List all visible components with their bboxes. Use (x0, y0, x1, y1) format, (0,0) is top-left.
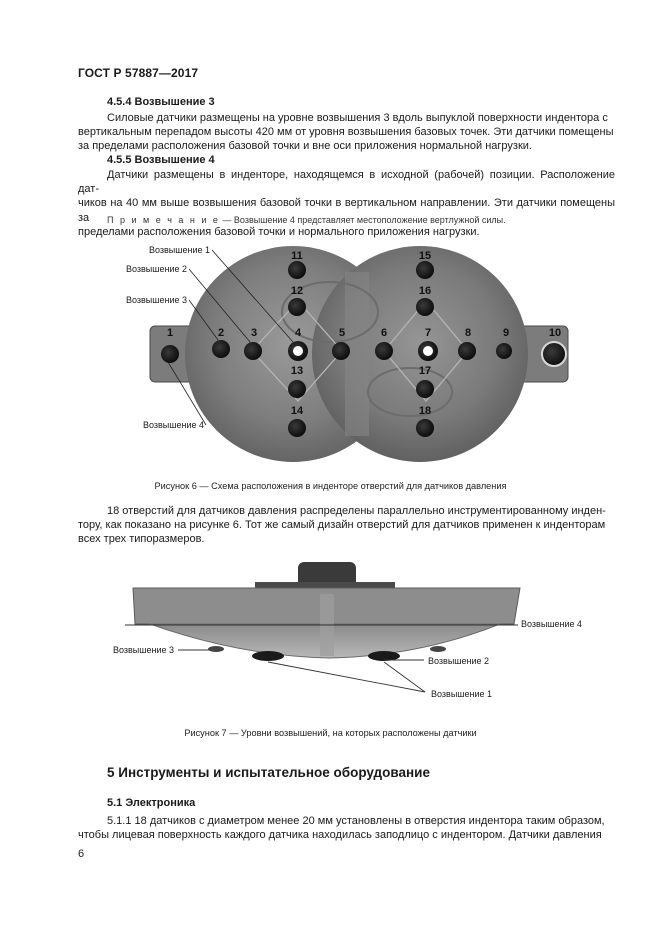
sensor-hole-18 (416, 419, 434, 437)
sensor-hole-8 (458, 342, 476, 360)
section-4-5-5-title: 4.5.5 Возвышение 4 (107, 154, 215, 166)
hole-number-1: 1 (166, 327, 174, 339)
sensor-hole-2 (212, 340, 230, 358)
sensor-hole-11 (288, 261, 306, 279)
paragraph-line: тору, как показано на рисунке 6. Тот же самый дизайн отверстий для датчиков применен к инденторам (78, 519, 606, 532)
reference-point (423, 346, 433, 356)
label-elevation-4: Возвышение 4 (521, 619, 583, 629)
paragraph-line: чтобы лицевая поверхность каждого датчика находилась заподлицо с индентором. Датчики давления (78, 829, 602, 842)
hole-number-10: 10 (548, 327, 562, 339)
sensor-hole-14 (288, 419, 306, 437)
figure-6-indenter-diagram (0, 232, 661, 478)
sensor-hole-3 (244, 342, 262, 360)
section-4-5-4-title: 4.5.4 Возвышение 3 (107, 96, 215, 108)
label-elevation-4: Возвышение 4 (142, 420, 204, 430)
hole-number-2: 2 (217, 327, 225, 339)
hole-number-3: 3 (250, 327, 258, 339)
hole-number-13: 13 (290, 365, 304, 377)
hole-number-18: 18 (418, 405, 432, 417)
sensor-hole-6 (375, 342, 393, 360)
label-elevation-1: Возвышение 1 (148, 245, 210, 255)
section-5-1-title: 5.1 Электроника (107, 797, 196, 809)
label-elevation-3: Возвышение 3 (125, 295, 187, 305)
note (107, 215, 506, 225)
hole-number-15: 15 (418, 250, 432, 262)
hole-number-4: 4 (294, 327, 302, 339)
sensor-hole-15 (416, 261, 434, 279)
sensor-elevation-3 (430, 646, 446, 652)
paragraph-line: вертикальным перепадом высоты 420 мм от уровня возвышения базовых точек. Эти датчики помещены (78, 126, 614, 139)
paragraph-line: 5.1.1 18 датчиков с диаметром менее 20 мм установлены в отверстия индентора таким образом, (107, 815, 605, 827)
hole-number-12: 12 (290, 285, 304, 297)
paragraph-line: всех трех типоразмеров. (78, 533, 205, 546)
hole-number-6: 6 (380, 327, 388, 339)
leader-elevation-1 (384, 662, 425, 692)
hole-number-5: 5 (338, 327, 346, 339)
figure-description-text (78, 504, 615, 547)
paragraph-line: Датчики размещены в инденторе, находящемся в исходной (рабочей) позиции. Расположение дат- (78, 169, 615, 196)
reference-point (293, 346, 303, 356)
section-4-5-4-text (78, 111, 615, 154)
label-elevation-3: Возвышение 3 (112, 645, 174, 655)
sensor-hole-5 (332, 342, 350, 360)
sensor-hole-13 (288, 380, 306, 398)
sensor-hole-1 (161, 345, 179, 363)
hole-number-9: 9 (502, 327, 510, 339)
paragraph-line: чиков на 40 мм выше возвышения базовой точки в вертикальном направлении. Эти датчики помещены за (78, 197, 615, 224)
hole-number-8: 8 (464, 327, 472, 339)
leader-elevation-1 (268, 662, 425, 692)
sensor-hole-12 (288, 298, 306, 316)
paragraph-line: за пределами расположения базовой точки и вне оси приложения нормальной нагрузки. (78, 140, 532, 153)
note-label: П р и м е ч а н и е (107, 215, 220, 225)
paragraph-line: 18 отверстий для датчиков давления распределены параллельно инструментированному инден- (107, 505, 606, 517)
figure-6-caption: Рисунок 6 — Схема расположения в инденторе отверстий для датчиков давления (154, 481, 507, 491)
figure-7-caption: Рисунок 7 — Уровни возвышений, на которых расположены датчики (184, 728, 477, 738)
page-number: 6 (78, 848, 85, 860)
hole-number-14: 14 (290, 405, 304, 417)
sensor-hole-16 (416, 298, 434, 316)
label-elevation-2: Возвышение 2 (125, 264, 187, 274)
sensor-elevation-1 (252, 651, 284, 661)
sensor-hole-17 (416, 380, 434, 398)
hole-number-11: 11 (291, 250, 303, 262)
hole-number-17: 17 (418, 365, 432, 377)
sensor-elevation-1 (368, 651, 400, 661)
note-text: — Возвышение 4 представляет местоположение вертлужной силы. (219, 215, 506, 225)
sensor-hole-9 (496, 343, 512, 359)
hole-number-7: 7 (424, 327, 432, 339)
figure-7-elevation-levels (0, 556, 661, 706)
section-5-title: 5 Инструменты и испытательное оборудование (107, 765, 430, 780)
section-5-1-1-text (78, 814, 615, 842)
section-4-5-5-text (78, 168, 615, 239)
sensor-elevation-3 (208, 646, 224, 652)
label-elevation-1: Возвышение 1 (431, 689, 493, 699)
document-header: ГОСТ Р 57887—2017 (78, 66, 199, 80)
hole-number-16: 16 (418, 285, 432, 297)
paragraph-line: Силовые датчики размещены на уровне возвышения 3 вдоль выпуклой поверхности индентора с (107, 112, 608, 124)
paragraph-line: пределами расположения базовой точки и нормального приложения нагрузки. (78, 225, 480, 238)
sensor-hole-10 (542, 342, 566, 366)
label-elevation-2: Возвышение 2 (428, 656, 490, 666)
